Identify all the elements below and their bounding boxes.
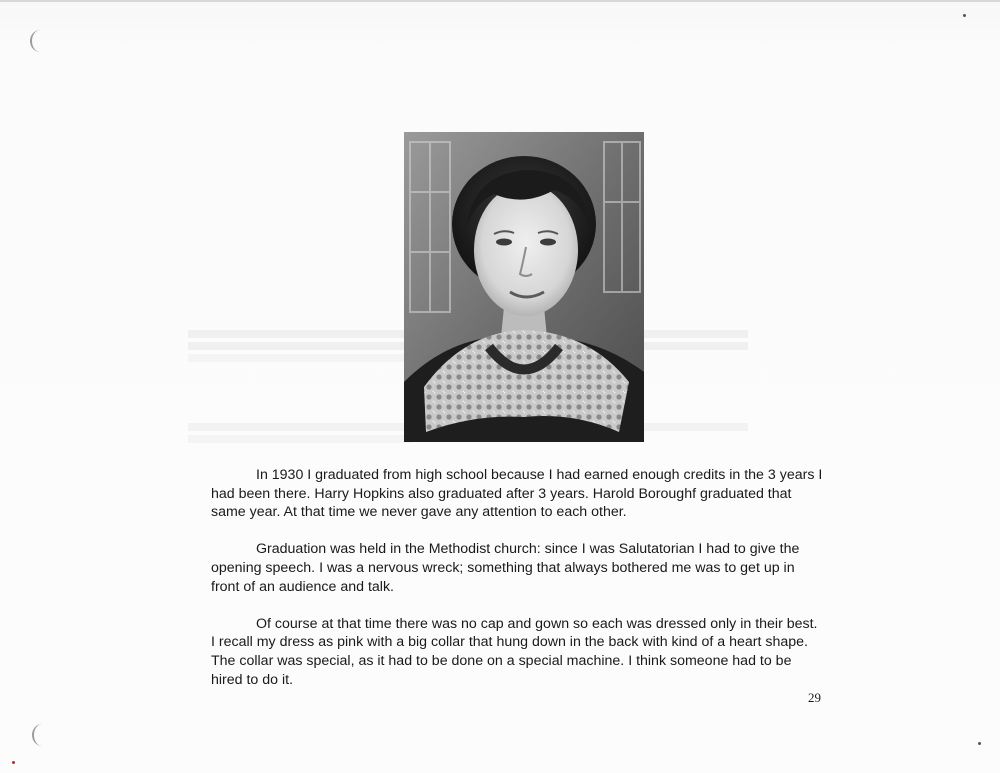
binder-hole-top	[30, 30, 50, 52]
binder-hole-bottom	[32, 724, 52, 746]
page-top-edge	[0, 0, 1000, 2]
paragraph-dress: Of course at that time there was no cap and gown so each was dressed only in their best. I recall my dress as pink with a big collar that hung down in the back with kind of a heart shape. The collar was special, as it had to be done on a special machine. I think someone had to be hired to do it.	[211, 615, 818, 688]
page-number: 29	[808, 690, 821, 705]
paragraph-graduation-1930: In 1930 I graduated from high school because I had earned enough credits in the 3 years I had been there. Harry Hopkins also graduated after 3 years. Harold Boroughf graduated that same year. At that time we never gave any attention to each other.	[211, 467, 823, 521]
scan-speck	[978, 742, 981, 745]
scan-speck	[12, 761, 15, 764]
paragraph-methodist-church: Graduation was held in the Methodist church: since I was Salutatorian I had to give the opening speech. I was a nervous wreck; something that always bothered me was to get up in front of an audience and talk.	[211, 541, 800, 595]
scan-speck	[963, 14, 966, 17]
portrait-photo-icon	[404, 132, 644, 442]
memoir-text	[211, 466, 825, 708]
